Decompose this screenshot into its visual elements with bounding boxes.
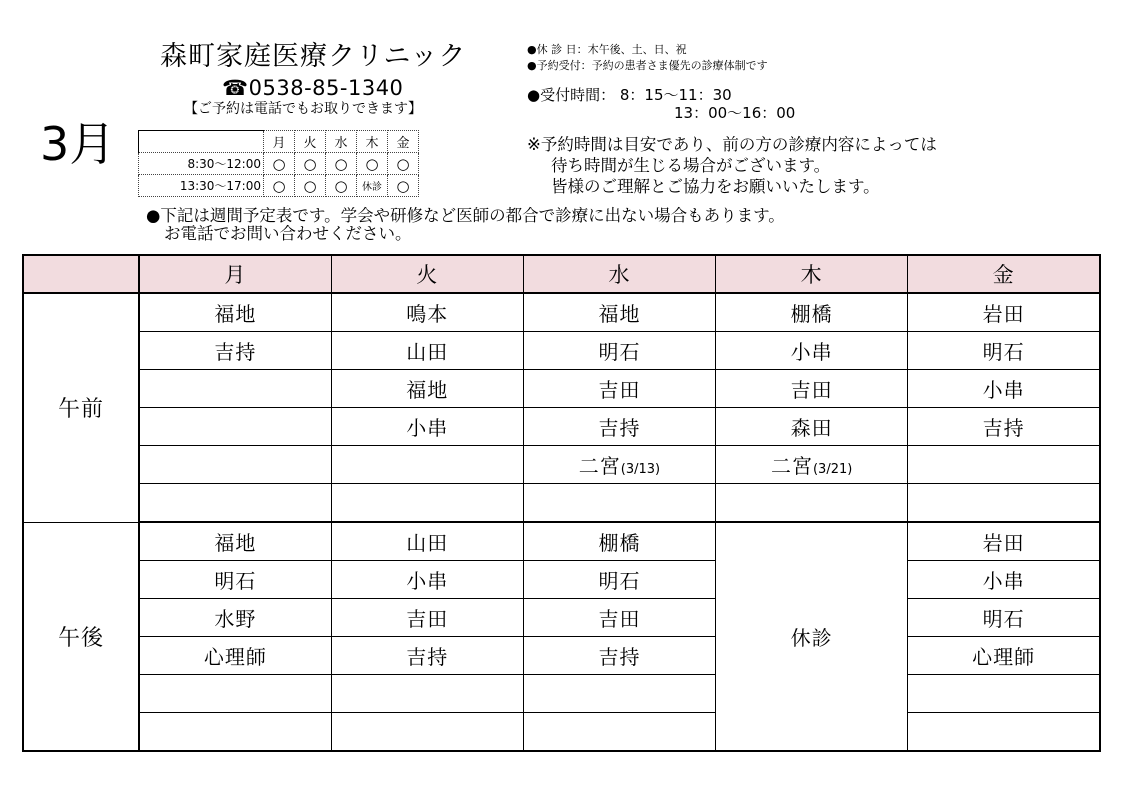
- doctor-cell: [139, 675, 331, 713]
- doctor-cell: 福地: [139, 293, 331, 332]
- doctor-cell: 岩田: [908, 293, 1100, 332]
- morning-row: [23, 484, 1100, 523]
- doctor-cell: [139, 408, 331, 446]
- appointment-info: ●予約受付：予約の患者さま優先の診療体制です: [527, 59, 768, 72]
- morning-row: [23, 370, 1100, 408]
- visit-date: (3/21): [812, 462, 853, 477]
- hours-day: 木: [357, 131, 388, 153]
- doctor-cell: [908, 484, 1100, 523]
- phone-number: ☎0538-85-1340: [222, 76, 404, 100]
- morning-row: [23, 293, 1100, 332]
- doctor-cell: [139, 484, 331, 523]
- doctor-cell: [139, 446, 331, 484]
- hours-cell: ○: [295, 153, 326, 175]
- hours-row-morning: [139, 153, 419, 175]
- day-header-fri: 金: [908, 255, 1100, 293]
- doctor-cell: 水野: [139, 599, 331, 637]
- doctor-cell: [908, 713, 1100, 752]
- doctor-cell: 鳴本: [331, 293, 523, 332]
- doctor-cell: 福地: [331, 370, 523, 408]
- afternoon-row: [23, 522, 1100, 561]
- doctor-cell: 森田: [716, 408, 908, 446]
- doctor-cell: 吉持: [523, 408, 715, 446]
- afternoon-row: [23, 561, 1100, 599]
- doctor-cell-dated: [716, 446, 908, 484]
- weekly-schedule-note: [146, 207, 785, 243]
- visit-date: (3/13): [620, 462, 661, 477]
- doctor-cell: 吉持: [139, 332, 331, 370]
- clinic-name: 森町家庭医療クリニック: [160, 41, 467, 72]
- doctor-cell: 福地: [523, 293, 715, 332]
- doctor-cell: [716, 484, 908, 523]
- doctor-cell: 小串: [908, 561, 1100, 599]
- doctor-cell: [139, 713, 331, 752]
- doctor-cell: [908, 675, 1100, 713]
- month-title: 3月: [40, 117, 116, 171]
- hours-cell: ○: [295, 175, 326, 197]
- day-header-thu: 木: [716, 255, 908, 293]
- doctor-cell: 吉田: [523, 599, 715, 637]
- schedule-corner: [23, 255, 139, 293]
- doctor-cell: [139, 370, 331, 408]
- doctor-cell: 明石: [523, 561, 715, 599]
- doctor-cell: [523, 484, 715, 523]
- doctor-cell: [331, 484, 523, 523]
- hours-table: [138, 130, 419, 197]
- hours-corner: [139, 131, 264, 153]
- doctor-cell: 心理師: [908, 637, 1100, 675]
- afternoon-row: [23, 637, 1100, 675]
- closed-days-info: [527, 42, 768, 74]
- hours-cell: ○: [264, 175, 295, 197]
- morning-label: 午前: [23, 293, 139, 522]
- morning-row: [23, 408, 1100, 446]
- hours-header-row: [139, 131, 419, 153]
- doctor-cell: 岩田: [908, 522, 1100, 561]
- notice-line: ※予約時間は目安であり、前の方の診療内容によっては: [527, 135, 937, 154]
- hours-day: 水: [326, 131, 357, 153]
- afternoon-row: [23, 713, 1100, 752]
- hours-row-afternoon: [139, 175, 419, 197]
- doctor-cell: 棚橋: [716, 293, 908, 332]
- doctor-cell: 山田: [331, 332, 523, 370]
- afternoon-label: 午後: [23, 522, 139, 751]
- doctor-cell: [331, 446, 523, 484]
- doctor-cell: 小串: [331, 408, 523, 446]
- weekly-note-line: ●下記は週間予定表です。学会や研修など医師の都合で診療に出ない場合もあります。: [146, 206, 785, 225]
- doctor-cell: 小串: [908, 370, 1100, 408]
- doctor-cell: 小串: [716, 332, 908, 370]
- wait-time-notice: [527, 134, 937, 197]
- doctor-cell: [331, 675, 523, 713]
- notice-line: 皆様のご理解とご協力をお願いいたします。: [551, 177, 880, 196]
- doctor-cell: 吉持: [523, 637, 715, 675]
- hours-cell: ○: [264, 153, 295, 175]
- doctor-cell: 心理師: [139, 637, 331, 675]
- hours-label: 8:30～12:00: [139, 153, 264, 175]
- doctor-cell: 山田: [331, 522, 523, 561]
- doctor-cell: 吉田: [716, 370, 908, 408]
- doctor-cell: 明石: [523, 332, 715, 370]
- thursday-closed-cell: 休診: [716, 522, 908, 751]
- reception-label: ●受付時間：: [527, 86, 616, 104]
- afternoon-row: [23, 675, 1100, 713]
- day-header-tue: 火: [331, 255, 523, 293]
- doctor-cell: 棚橋: [523, 522, 715, 561]
- doctor-cell: 明石: [139, 561, 331, 599]
- reception-time-am: 8：15～11：30: [619, 86, 732, 104]
- doctor-cell: [523, 675, 715, 713]
- notice-line: 待ち時間が生じる場合がございます。: [551, 156, 831, 175]
- doctor-cell: 明石: [908, 332, 1100, 370]
- doctor-cell: 小串: [331, 561, 523, 599]
- afternoon-row: [23, 599, 1100, 637]
- doctor-cell-dated: [523, 446, 715, 484]
- day-header-mon: 月: [139, 255, 331, 293]
- doctor-cell: [523, 713, 715, 752]
- hours-label: 13:30～17:00: [139, 175, 264, 197]
- closed-days: ●休 診 日：木午後、土、日、祝: [527, 43, 687, 56]
- hours-day: 火: [295, 131, 326, 153]
- day-header-wed: 水: [523, 255, 715, 293]
- hours-cell: ○: [357, 153, 388, 175]
- weekly-note-line: お電話でお問い合わせください。: [164, 224, 412, 243]
- morning-row: [23, 332, 1100, 370]
- doctor-name: 二宮: [770, 454, 813, 478]
- doctor-cell: 吉持: [908, 408, 1100, 446]
- doctor-cell: [331, 713, 523, 752]
- doctor-cell: 福地: [139, 522, 331, 561]
- hours-cell: ○: [388, 153, 419, 175]
- hours-cell: ○: [326, 175, 357, 197]
- doctor-cell: 吉田: [523, 370, 715, 408]
- doctor-cell: 吉田: [331, 599, 523, 637]
- doctor-name: 二宮: [578, 454, 621, 478]
- hours-day: 月: [264, 131, 295, 153]
- reception-time-pm: 13：00～16：00: [674, 104, 796, 122]
- hours-cell: 休診: [357, 175, 388, 197]
- schedule-header-row: [23, 255, 1100, 293]
- doctor-cell: 明石: [908, 599, 1100, 637]
- reservation-note: 【ご予約は電話でもお取りできます】: [184, 101, 422, 117]
- hours-cell: ○: [388, 175, 419, 197]
- hours-cell: ○: [326, 153, 357, 175]
- reception-hours: [527, 86, 795, 122]
- morning-row: [23, 446, 1100, 484]
- weekly-schedule-table: [22, 254, 1101, 752]
- doctor-cell: [908, 446, 1100, 484]
- hours-day: 金: [388, 131, 419, 153]
- doctor-cell: 吉持: [331, 637, 523, 675]
